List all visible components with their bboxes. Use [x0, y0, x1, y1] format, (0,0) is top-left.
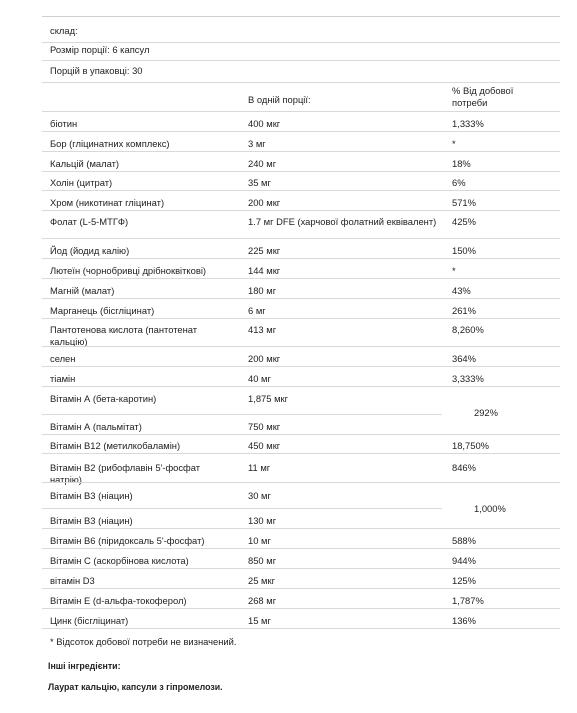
- nutrient-name: Лютеїн (чорнобривці дрібноквіткові): [50, 265, 207, 276]
- nutrient-name: тіамін: [50, 373, 76, 384]
- dv-column-header: % Від добової потреби: [452, 85, 514, 108]
- table-rule: [42, 190, 560, 191]
- nutrient-amount: 450 мкг: [248, 440, 281, 451]
- nutrient-name: вітамін D3: [50, 575, 95, 586]
- nutrient-dv: 1,333%: [452, 118, 484, 129]
- nutrient-dv: 43%: [452, 285, 471, 296]
- nutrient-name: Вітамін В3 (ніацин): [50, 515, 133, 526]
- nutrient-dv: 944%: [452, 555, 476, 566]
- nutrient-amount: 750 мкг: [248, 421, 281, 432]
- table-rule: [42, 528, 560, 529]
- nutrient-name: Вітамін В2 (рибофлавін 5'-фосфат натрію): [50, 462, 201, 485]
- nutrient-amount: 1.7 мг DFE (харчової фолатний еквівалент): [248, 216, 437, 227]
- nutrient-name: селен: [50, 353, 76, 364]
- nutrient-amount: 240 мг: [248, 158, 277, 169]
- nutrient-name: Вітамін А (бета-каротин): [50, 393, 157, 404]
- nutrient-name: Фолат (L-5-МТГФ): [50, 216, 129, 227]
- table-rule: [42, 131, 560, 132]
- nutrient-amount: 10 мг: [248, 535, 271, 546]
- nutrient-amount: 25 мкг: [248, 575, 275, 586]
- nutrient-dv: *: [452, 138, 456, 149]
- nutrient-amount: 15 мг: [248, 615, 271, 626]
- nutrient-name: Марганець (бісгліцинат): [50, 305, 155, 316]
- nutrient-dv: *: [452, 265, 456, 276]
- nutrient-dv: 3,333%: [452, 373, 484, 384]
- nutrient-name: Вітамін С (аскорбінова кислота): [50, 555, 189, 566]
- table-rule: [42, 608, 560, 609]
- nutrient-dv: 18%: [452, 158, 471, 169]
- nutrient-amount: 400 мкг: [248, 118, 281, 129]
- nutrient-dv: 125%: [452, 575, 476, 586]
- footnote: * Відсоток добової потреби не визначений.: [50, 636, 237, 647]
- table-rule: [42, 82, 560, 83]
- nutrient-dv: 571%: [452, 197, 476, 208]
- table-rule: [42, 568, 560, 569]
- nutrient-dv: 6%: [452, 177, 466, 188]
- nutrient-name: Пантотенова кислота (пантотенат кальцію): [50, 324, 198, 347]
- table-rule: [42, 258, 560, 259]
- nutrient-dv: 1,787%: [452, 595, 484, 606]
- nutrient-amount: 11 мг: [248, 462, 271, 473]
- table-rule: [42, 298, 560, 299]
- table-rule: [42, 42, 560, 43]
- serving-size: Розмір порції: 6 капсул: [50, 44, 150, 55]
- table-rule: [42, 366, 560, 367]
- nutrient-dv: 588%: [452, 535, 476, 546]
- table-rule: [42, 111, 560, 112]
- nutrient-dv: 150%: [452, 245, 476, 256]
- nutrient-name: Цинк (бісгліцинат): [50, 615, 129, 626]
- composition-label: склад:: [50, 25, 78, 36]
- nutrient-name: Вітамін В12 (метилкобаламін): [50, 440, 181, 451]
- table-rule: [42, 434, 560, 435]
- table-rule: [42, 278, 560, 279]
- table-rule: [42, 482, 560, 483]
- table-rule: [42, 386, 560, 387]
- nutrient-dv: 425%: [452, 216, 476, 227]
- nutrient-name: Йод (йодид калію): [50, 245, 130, 256]
- nutrient-name: Вітамін Е (d-альфа-токоферол): [50, 595, 187, 606]
- merged-dv: 1,000%: [474, 502, 506, 514]
- nutrient-amount: 180 мг: [248, 285, 277, 296]
- nutrient-name: Вітамін А (пальмітат): [50, 421, 142, 432]
- nutrient-amount: 40 мг: [248, 373, 271, 384]
- nutrient-amount: 144 мкг: [248, 265, 281, 276]
- nutrient-amount: 35 мг: [248, 177, 271, 188]
- nutrient-amount: 1,875 мкг: [248, 393, 289, 404]
- nutrient-name: Бор (гліцинатних комплекс): [50, 138, 170, 149]
- nutrient-dv: 8,260%: [452, 324, 484, 335]
- table-rule: [42, 16, 560, 17]
- table-rule: [42, 414, 442, 415]
- table-rule: [42, 151, 560, 152]
- nutrient-amount: 200 мкг: [248, 197, 281, 208]
- nutrient-amount: 268 мг: [248, 595, 277, 606]
- table-rule: [42, 171, 560, 172]
- nutrient-dv: 846%: [452, 462, 476, 473]
- table-rule: [42, 318, 560, 319]
- table-rule: [42, 508, 442, 509]
- other-ingredients-text: Лаурат кальцію, капсули з гіпромелози.: [48, 682, 223, 692]
- nutrient-amount: 225 мкг: [248, 245, 281, 256]
- nutrient-dv: 261%: [452, 305, 476, 316]
- nutrient-amount: 130 мг: [248, 515, 277, 526]
- nutrient-name: Магній (малат): [50, 285, 115, 296]
- table-rule: [42, 238, 560, 239]
- table-rule: [42, 588, 560, 589]
- table-rule: [42, 453, 560, 454]
- nutrient-name: Холін (цитрат): [50, 177, 113, 188]
- table-rule: [42, 628, 560, 629]
- nutrient-name: біотин: [50, 118, 78, 129]
- nutrient-amount: 6 мг: [248, 305, 266, 316]
- table-rule: [42, 60, 560, 61]
- nutrient-amount: 30 мг: [248, 490, 271, 501]
- servings-per-container: Порцій в упаковці: 30: [50, 65, 143, 76]
- nutrient-name: Вітамін В6 (піридоксаль 5'-фосфат): [50, 535, 205, 546]
- amount-column-header: В одній порції:: [248, 94, 311, 105]
- table-rule: [42, 548, 560, 549]
- nutrient-amount: 413 мг: [248, 324, 277, 335]
- nutrient-dv: 136%: [452, 615, 476, 626]
- nutrient-name: Кальцій (малат): [50, 158, 119, 169]
- nutrient-amount: 3 мг: [248, 138, 266, 149]
- nutrient-name: Хром (никотинат гліцинат): [50, 197, 165, 208]
- nutrient-amount: 850 мг: [248, 555, 277, 566]
- other-ingredients-heading: Інші інгредієнти:: [48, 661, 121, 671]
- merged-dv: 292%: [474, 407, 498, 418]
- nutrient-dv: 18,750%: [452, 440, 490, 451]
- nutrient-name: Вітамін В3 (ніацин): [50, 490, 133, 501]
- table-rule: [42, 210, 560, 211]
- nutrient-dv: 364%: [452, 353, 476, 364]
- table-rule: [42, 346, 560, 347]
- nutrient-amount: 200 мкг: [248, 353, 281, 364]
